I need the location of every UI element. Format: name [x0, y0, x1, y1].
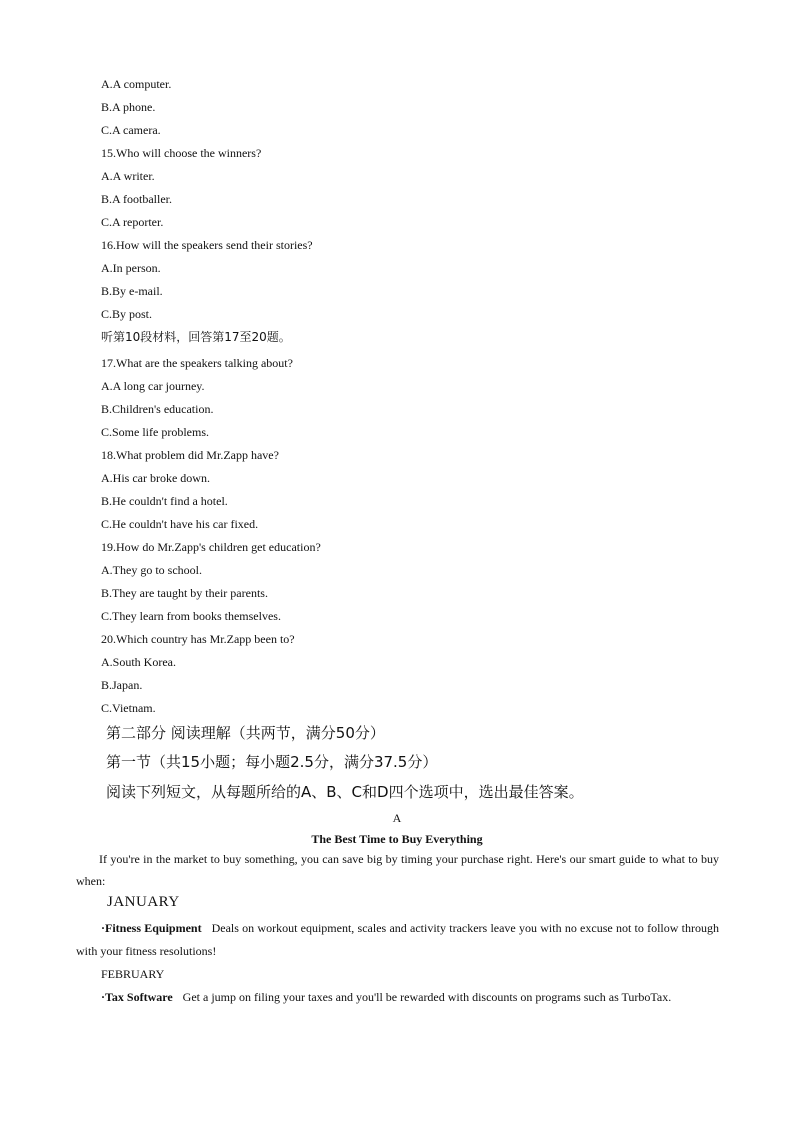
option-line: A.South Korea. [101, 655, 176, 669]
option-line: C.By post. [101, 307, 153, 321]
listening-instruction: 听第10段材料，回答第17至20题。 [101, 330, 291, 344]
passage-letter: A [392, 811, 402, 825]
option-line: A.In person. [101, 261, 161, 275]
option-line: B.Children's education. [101, 402, 214, 416]
option-line: B.He couldn't find a hotel. [101, 494, 228, 508]
option-line: A.A long car journey. [101, 379, 205, 393]
month-heading: FEBRUARY [101, 967, 165, 981]
subsection-title: 第一节（共15小题；每小题2.5分，满分37.5分） [106, 753, 438, 771]
deal-item-head: ·Tax Software [101, 990, 173, 1004]
deal-item-text: Get a jump on filing your taxes and you'll be rewarded with discounts on programs such as TurboTax. [182, 990, 672, 1004]
option-line: A.His car broke down. [101, 471, 210, 485]
passage-intro: If you're in the market to buy something, you can save big by timing your purchase right. Here's our smart guide to what to buy when: [76, 852, 719, 888]
deal-item [76, 917, 719, 963]
deal-item-text: Deals on workout equipment, scales and activity trackers leave you with no excuse not to follow through with your fitness resolutions! [76, 921, 719, 958]
option-line: A.They go to school. [101, 563, 202, 577]
option-line: B.By e-mail. [101, 284, 163, 298]
option-line: C.He couldn't have his car fixed. [101, 517, 259, 531]
option-line: B.A phone. [101, 100, 156, 114]
question-line: 15.Who will choose the winners? [101, 146, 262, 160]
option-line: A.A writer. [101, 169, 155, 183]
question-line: 16.How will the speakers send their stories? [101, 238, 313, 252]
option-line: B.Japan. [101, 678, 143, 692]
question-line: 18.What problem did Mr.Zapp have? [101, 448, 279, 462]
question-line: 19.How do Mr.Zapp's children get education? [101, 540, 321, 554]
option-line: B.A footballer. [101, 192, 172, 206]
month-heading: JANUARY [107, 894, 180, 910]
passage-title: The Best Time to Buy Everything [311, 832, 483, 846]
option-line: C.Some life problems. [101, 425, 209, 439]
question-line: 17.What are the speakers talking about? [101, 356, 293, 370]
option-line: C.Vietnam. [101, 701, 156, 715]
option-line: C.A reporter. [101, 215, 164, 229]
part-title: 第二部分 阅读理解（共两节，满分50分） [106, 724, 385, 742]
option-line: C.A camera. [101, 123, 161, 137]
option-line: C.They learn from books themselves. [101, 609, 281, 623]
option-line: B.They are taught by their parents. [101, 586, 268, 600]
deal-item [76, 986, 719, 1009]
reading-instruction: 阅读下列短文，从每题所给的A、B、C和D四个选项中，选出最佳答案。 [106, 783, 584, 801]
option-line: A.A computer. [101, 77, 172, 91]
question-line: 20.Which country has Mr.Zapp been to? [101, 632, 295, 646]
deal-item-head: ·Fitness Equipment [101, 921, 202, 935]
